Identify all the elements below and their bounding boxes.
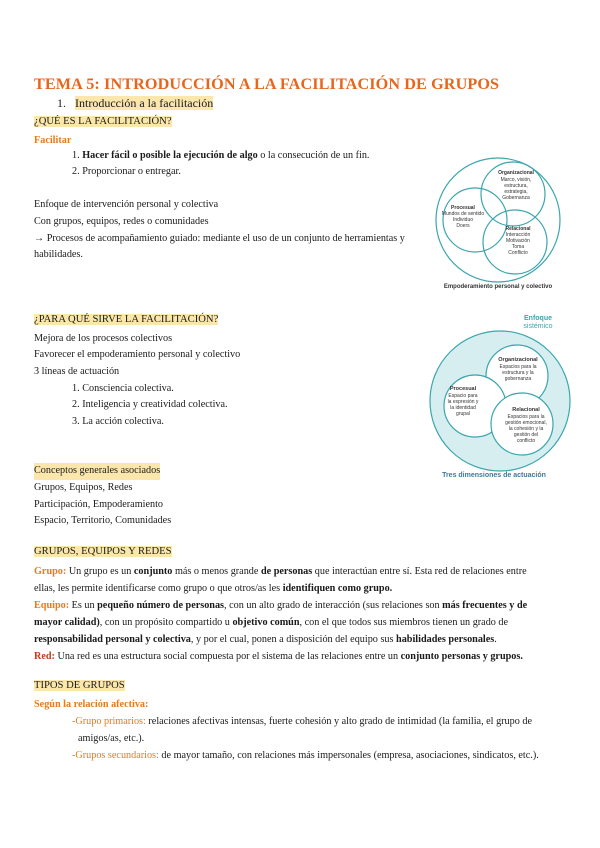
equipo-t6: . [494,634,497,645]
d2-rel-3: la cohesión y la [508,426,544,432]
d2-proc-0: Procesual [449,386,477,392]
d2-org-0: Organizacional [498,357,538,363]
definition-1-rest: o la consecución de un fin. [257,150,370,161]
d1-proc-2: Individuo [452,217,474,223]
grupo-t3: que interactúan entre sí. Esta red de relaciones entre ellas, les permite identificarse como grupo o que otros/as les [34,566,527,594]
grupo-t2: más o menos grande [172,566,261,577]
d2-rel-5: conflicto [516,438,536,444]
enfoque-line-1: Enfoque de intervención personal y colectiva [34,199,219,210]
d1-proc-1: Mundos de sentido [441,211,485,217]
d1-org-0: Organizacional [498,170,534,176]
question-heading-1: ¿QUÉ ES LA FACILITACIÓN? [34,116,172,127]
linea-2: 2. Inteligencia y creatividad colectiva. [72,399,228,410]
d1-org-3: estrategia, [504,189,528,195]
d2-proc-4: grupal [456,411,470,417]
red-t1: Una red es una estructura social compuesta por el sistema de las relaciones entre un [54,651,401,662]
d2-proc-3: la identidad [450,405,476,411]
secundarios-text: de mayor tamaño, con relaciones más impersonales (empresa, asociaciones, sindicatos, etc.). [158,750,539,761]
d1-rel-3: Toma [511,244,525,250]
venn-diagram-dimensions [420,306,580,482]
d2-org-2: estructura y la [502,370,534,376]
d2-proc-2: la expresión y [447,399,479,405]
d2-rel-0: Relacional [512,407,540,413]
secundarios-label: -Grupos secundarios: [72,750,159,761]
grupo-b1: conjunto [133,566,173,577]
concepto-1: Grupos, Equipos, Redes [34,482,133,493]
conceptos-heading: Conceptos generales asociados [34,463,160,480]
enfoque-line-4: habilidades. [34,249,83,260]
d1-org-1: Marco, visión, [500,177,532,183]
d1-rel-0: Relacional [505,226,531,232]
grupo-b3: identifiquen como grupo. [282,583,393,594]
d2-org-1: Espacios para la [499,364,537,370]
d1-proc-3: Doers [456,223,470,229]
grupo-b2: de personas [260,566,313,577]
equipo-t1: Es un [69,600,98,611]
primarios-text: relaciones afectivas intensas, fuerte cohesión y alto grado de intimidad (la familia, el grupo de [145,716,532,727]
grupo-label: Grupo: [34,566,67,577]
equipo-b4: responsabilidad personal y colectiva [34,634,191,645]
d1-org-4: Gobernanza [502,195,530,201]
secundarios-line [72,748,539,765]
tipos-heading: TIPOS DE GRUPOS [34,680,125,691]
section-number: 1. [57,96,66,110]
d2-org-3: gobernanza [504,376,532,382]
d1-proc-0: Procesual [451,205,475,211]
equipo-t4: , con el que todos sus miembros tienen un grado de [299,617,509,628]
primarios-label: -Grupo primarios: [72,716,146,727]
d2-rel-1: Espacios para la [507,414,545,420]
d1-rel-1: Interacción [505,232,531,238]
linea-3: 3. La acción colectiva. [72,416,164,427]
concepto-2: Participación, Empoderamiento [34,499,164,510]
equipo-b1: pequeño número de personas [97,600,225,611]
equipo-label: Equipo: [34,600,70,611]
page-title: TEMA 5: INTRODUCCIÓN A LA FACILITACIÓN DE GRUPOS [34,75,500,93]
equipo-t3: , con un propósito compartido u [99,617,233,628]
d2-enfoque-0: Enfoque [524,315,552,322]
d2-rel-2: gestión emocional, [505,420,547,426]
concepto-3: Espacio, Territorio, Comunidades [34,515,172,526]
sirve-line-2: Favorecer el empoderamiento personal y colectivo [34,349,241,360]
definition-1 [72,148,369,165]
question-heading-2: ¿PARA QUÉ SIRVE LA FACILITACIÓN? [34,314,219,325]
definition-2: 2. Proporcionar o entregar. [72,166,181,177]
equipo-b2: más frecuentes y de mayor calidad) [34,600,528,628]
linea-1: 1. Consciencia colectiva. [72,383,174,394]
venn-diagram-empowerment [430,150,570,295]
definition-1-number: 1. [72,150,80,161]
equipo-b3: objetivo común [232,617,300,628]
red-label: Red: [34,651,55,662]
d2-rel-4: gestión del [513,432,539,438]
equipo-paragraph [34,597,549,648]
grupos-heading: GRUPOS, EQUIPOS Y REDES [34,546,172,557]
primarios-line-2: amigos/as, etc.). [78,733,145,744]
enfoque-line-3: → Procesos de acompañamiento guiado: mediante el uso de un conjunto de herramientas y [34,233,405,244]
afectiva-label: Según la relación afectiva: [34,699,149,710]
equipo-b5: habilidades personales [396,634,495,645]
grupo-paragraph [34,563,549,597]
primarios-line [72,714,532,731]
sirve-line-3: 3 líneas de actuación [34,366,120,377]
d2-enfoque-1: sistémico [523,323,553,330]
facilitar-label: Facilitar [34,135,72,146]
grupo-t1: Un grupo es un [66,566,134,577]
sirve-line-1: Mejora de los procesos colectivos [34,333,173,344]
d1-rel-2: Motivación [506,238,530,244]
d1-rel-4: Conflicto [508,250,528,256]
d2-caption: Tres dimensiones de actuación [442,472,546,479]
equipo-t2: , con un alto grado de interacción (sus relaciones son [224,600,443,611]
red-paragraph [34,648,549,665]
enfoque-line-2: Con grupos, equipos, redes o comunidades [34,216,209,227]
d2-proc-1: Espacio para [448,393,478,399]
equipo-t5: , y por el cual, ponen a disposición del equipo sus [190,634,397,645]
d1-org-2: estructura, [504,183,528,189]
section-title: Introducción a la facilitación [75,96,214,110]
definition-1-bold: Hacer fácil o posible la ejecución de algo [82,150,258,161]
d1-caption: Empoderamiento personal y colectivo [443,284,553,290]
red-b1: conjunto personas y grupos. [400,651,523,662]
section-heading [57,96,213,111]
